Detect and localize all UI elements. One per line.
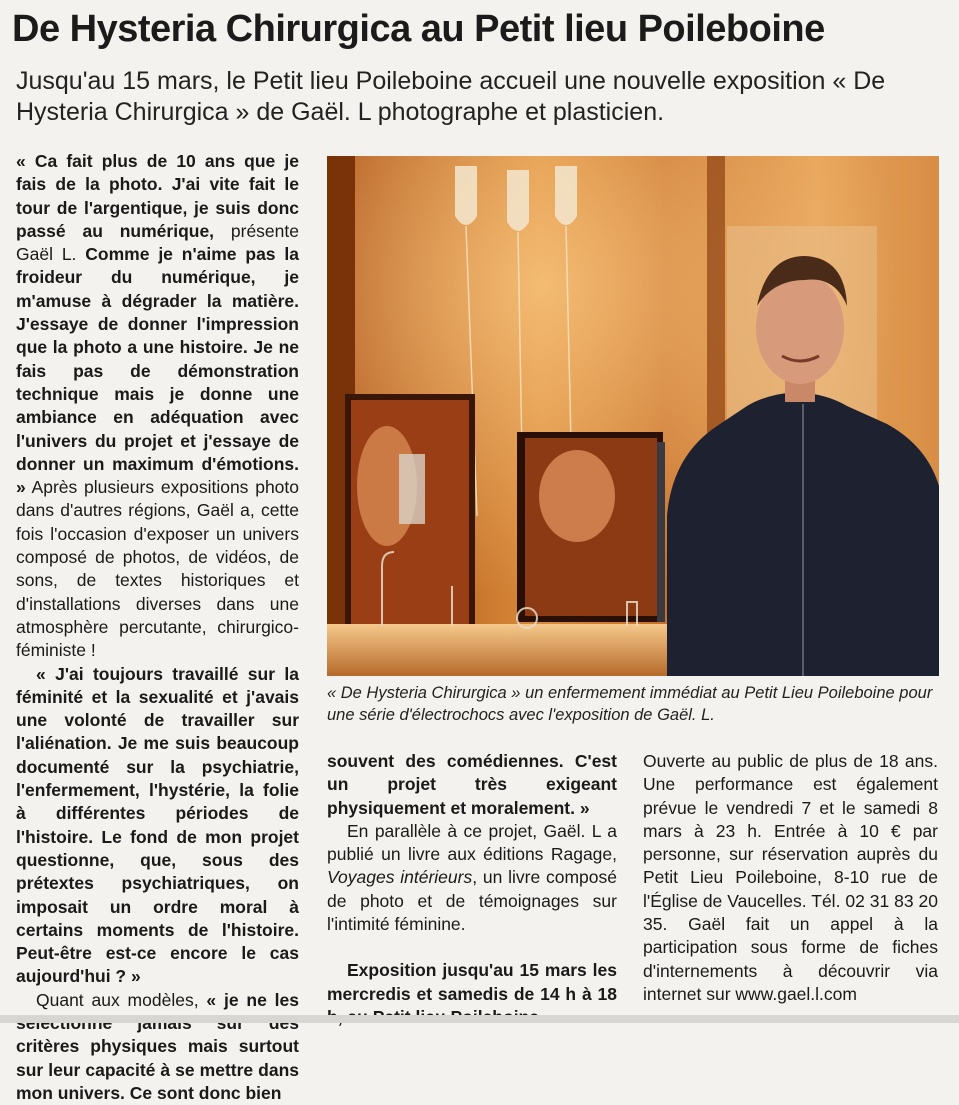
- photo-illustration: [327, 156, 939, 676]
- article-headline: De Hysteria Chirurgica au Petit lieu Poileboine: [12, 8, 825, 50]
- quote-text: Comme je n'aime pas la froideur du numérique, je m'amuse à dégrader la matière. J'essaye de donner l'impression que la photo a une histoire. Je ne fais pas de démonstration technique mais je donne une ambiance en adéquation avec l'univers du projet et j'essaye de donner un maximum d'émotions. »: [16, 244, 299, 498]
- paragraph-2: « J'ai toujours travaillé sur la féminité et la sexualité et j'avais une volonté de travailler sur l'aliénation. Je me suis beaucoup documenté sur la psychiatrie, l'enfermement, l'hystérie, la folie à différentes périodes de l'histoire. Le fond de mon projet questionne, que, sous des prétextes psychiatriques, on imposait un ordre moral à certains moments de l'histoire. Peut-être est-ce encore le cas aujourd'hui ? »: [16, 663, 299, 987]
- paragraph-1: Ouverte au public de plus de 18 ans. Une performance est également prévue le vendredi 7 et le samedi 8 mars à 23 h. Entrée à 10 € par personne, sur réservation auprès du Petit Lieu Poileboine, 8-10 rue de l'Église de Vaucelles. Tél. 02 31 83 20 35. Gaël fait un appel à la participation sous forme de fiches d'internements à découvrir via internet sur www.gael.l.com: [643, 751, 938, 1004]
- paragraph-1: [16, 150, 299, 663]
- photo-caption: « De Hysteria Chirurgica » un enfermement immédiat au Petit Lieu Poileboine pour une série d'électrochocs avec l'exposition de Gaël. L.: [327, 684, 933, 724]
- quote-text: « Ca fait plus de 10 ans que je fais de la photo. J'ai vite fait le tour de l'argentique, je suis donc passé au numérique,: [16, 151, 299, 241]
- article-standfirst: Jusqu'au 15 mars, le Petit lieu Poileboine accueil une nouvelle exposition « De Hysteria Chirurgica » de Gaël. L photographe et plasticien.: [16, 67, 886, 126]
- text-column-2: [327, 750, 617, 1029]
- paragraph-2: [327, 820, 617, 936]
- body-text: En parallèle à ce projet, Gaël. L a publié un livre aux éditions Ragage,: [327, 820, 617, 865]
- paragraph-3: Exposition jusqu'au 15 mars les mercredis et samedis de 14 h à 18: [327, 960, 617, 1004]
- attribution: présente Gaël L.: [16, 220, 299, 265]
- body-text: , un livre composé de photo et de témoignages sur l'intimité féminine.: [327, 867, 617, 935]
- paragraph-1: souvent des comédiennes. C'est un projet très exigeant physiquement et moralement. »: [327, 751, 617, 818]
- spacer: [327, 936, 617, 959]
- book-title: Voyages intérieurs: [327, 867, 473, 888]
- exhibition-photo: [327, 156, 939, 676]
- text-column-1: [16, 150, 299, 1105]
- quote-text: « je ne les critères physiques mais surtout sur leur capacité à se mettre dans mon univers. Ce sont donc bien: [16, 989, 299, 1103]
- paragraph-3: [16, 989, 299, 1105]
- body-text: Après plusieurs expositions photo dans d'autres régions, Gaël a, cette fois l'occasion d'exposer un univers composé de photos, de vidéos, de sons, de textes historiques et d'installations diverses dans une atmosphère percutante, chirurgico-féministe !: [16, 477, 299, 661]
- body-text: Quant aux modèles,: [36, 989, 207, 1010]
- text-column-3: [643, 750, 938, 1006]
- page-bottom-strip: [0, 1015, 959, 1023]
